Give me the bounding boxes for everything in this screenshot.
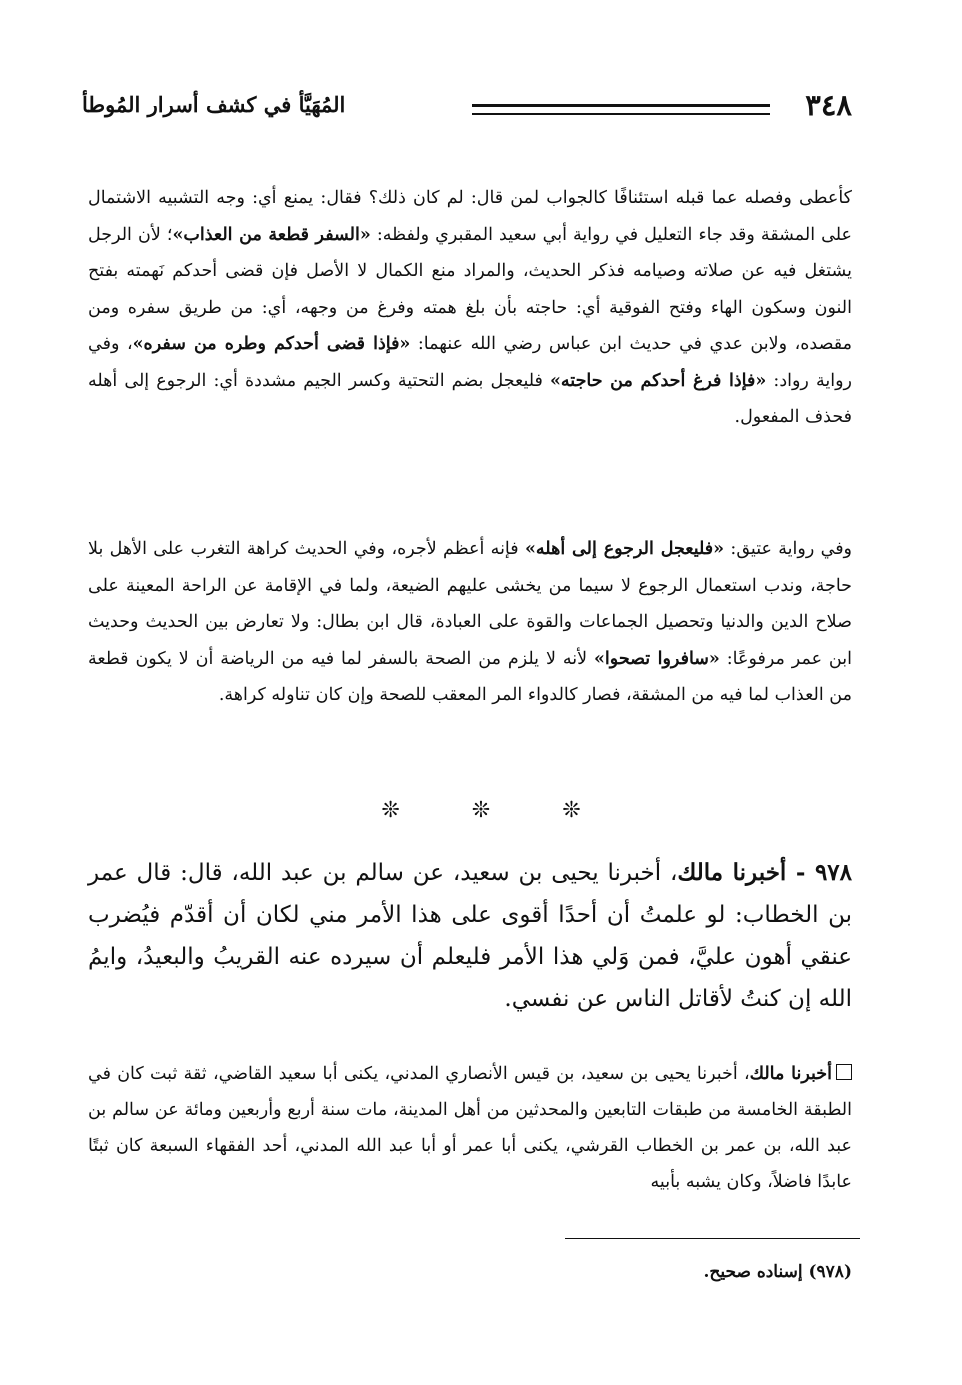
commentary-text: ، وفي رواية رواد: <box>88 334 852 391</box>
hadith-body: ، أخبرنا يحيى بن سعيد، عن سالم بن عبد الله، قال: قال عمر بن الخطاب: لو علمتُ أن أحدًا أقوى على هذا الأمر مني لكان أن أقدّم فيُضرب عنقي أهون عليَّ، فمن وَلي هذا الأمر فليعلم أن سيرده عنه القريبُ والبعيدُ، وايمُ الله إن كنتُ لأقاتل الناس عن نفسي. <box>88 860 852 1012</box>
notes-lead: أخبرنا مالك <box>749 1064 832 1084</box>
commentary-text: فليعجل بضم التحتية وكسر الجيم مشددة أي: الرجوع إلى أهله فحذف المفعول. <box>88 370 852 427</box>
hadith-quote: «فإذا فرغ أحدكم من حاجته» <box>549 370 767 391</box>
commentary-text: لأنه لا يلزم من الصحة بالسفر لما فيه من الرياضة أن لا يكون قطعة من العذاب لما فيه من المشقة، فصار كالدواء المر المعقب للصحة وإن كان تناوله كراهة. <box>88 648 852 705</box>
commentary-text: كأعطى وفصله عما قبله استئنافًا كالجواب لمن قال: لم كان ذلك؟ فقال: يمنع أي: وجه التشبيه الاشتمال على المشقة وقد جاء التعليل في رواية أبي سعيد المقبري ولفظه: <box>88 188 852 245</box>
narrator-notes <box>88 1056 852 1200</box>
hadith-quote: «السفر قطعة من العذاب» <box>172 224 371 245</box>
page-header <box>82 88 852 128</box>
square-marker-icon <box>836 1064 852 1080</box>
header-rule <box>472 104 770 115</box>
separator-star: ❊ <box>471 798 491 823</box>
hadith-text <box>88 852 852 1020</box>
notes-body: ، أخبرنا يحيى بن سعيد، بن قيس الأنصاري المدني، يكنى أبا سعيد القاضي، ثقة ثبت كان في الطبقة الخامسة من طبقات التابعين والمحدثين من أهل المدينة، مات سنة أربع وأربعين ومائة عن سالم بن عبد الله، بن عمر بن الخطاب القرشي، يكنى أبا عمر أو أبا عبد الله المدني، أحد الفقهاء السبعة كان ثبتًا عابدًا فاضلاً، وكان يشبه بأبيه <box>88 1064 852 1192</box>
commentary-text: ؛ لأن الرجل يشتغل فيه عن صلاته وصيامه فذكر الحديث، والمراد منع الكمال لا الأصل فإن قضى أحدكم نَهمته بفتح النون وسكون الهاء وفتح الفوقية أي: حاجته بأن بلغ همته وفرغ من وجهه، أي: من طريق سفره ومن مقصده، ولابن عدي في حديث ابن عباس رضي الله عنهما: <box>88 224 852 354</box>
commentary-paragraph-1 <box>88 180 852 436</box>
separator-star: ❊ <box>381 798 400 823</box>
commentary-text: فإنه أعظم لأجره، وفي الحديث كراهة التغرب على الأهل بلا حاجة، وندب استعمال الرجوع لا سيما من يخشى عليهم الضيعة، ولما في الإقامة عن الراحة المعينة على صلاح الدين والدنيا وتحصيل الجماعات والقوة على العبادة، قال ابن بطال: ولا تعارض بين الحديث وحديث ابن عمر مرفوعًا: <box>88 539 852 669</box>
hadith-number: ٩٧٨ - أخبرنا مالك <box>677 859 852 886</box>
hadith-quote: «فليعجل الرجوع إلى أهله» <box>524 539 725 559</box>
section-separator <box>0 798 962 823</box>
footnote: (٩٧٨) إسناده صحيح. <box>703 1262 852 1282</box>
hadith-quote: «فإذا قضى أحدكم وطره من سفره» <box>132 334 411 354</box>
footnote-rule <box>565 1238 860 1239</box>
hadith-quote: «سافروا تصحوا» <box>593 648 720 669</box>
separator-star: ❊ <box>562 798 581 823</box>
commentary-text: وفي رواية عتيق: <box>724 539 853 559</box>
page-number: ٣٤٨ <box>805 88 852 122</box>
commentary-paragraph-2 <box>88 531 852 714</box>
book-title: المُهَيَّأ في كشف أسرار المُوطأ <box>82 92 346 117</box>
